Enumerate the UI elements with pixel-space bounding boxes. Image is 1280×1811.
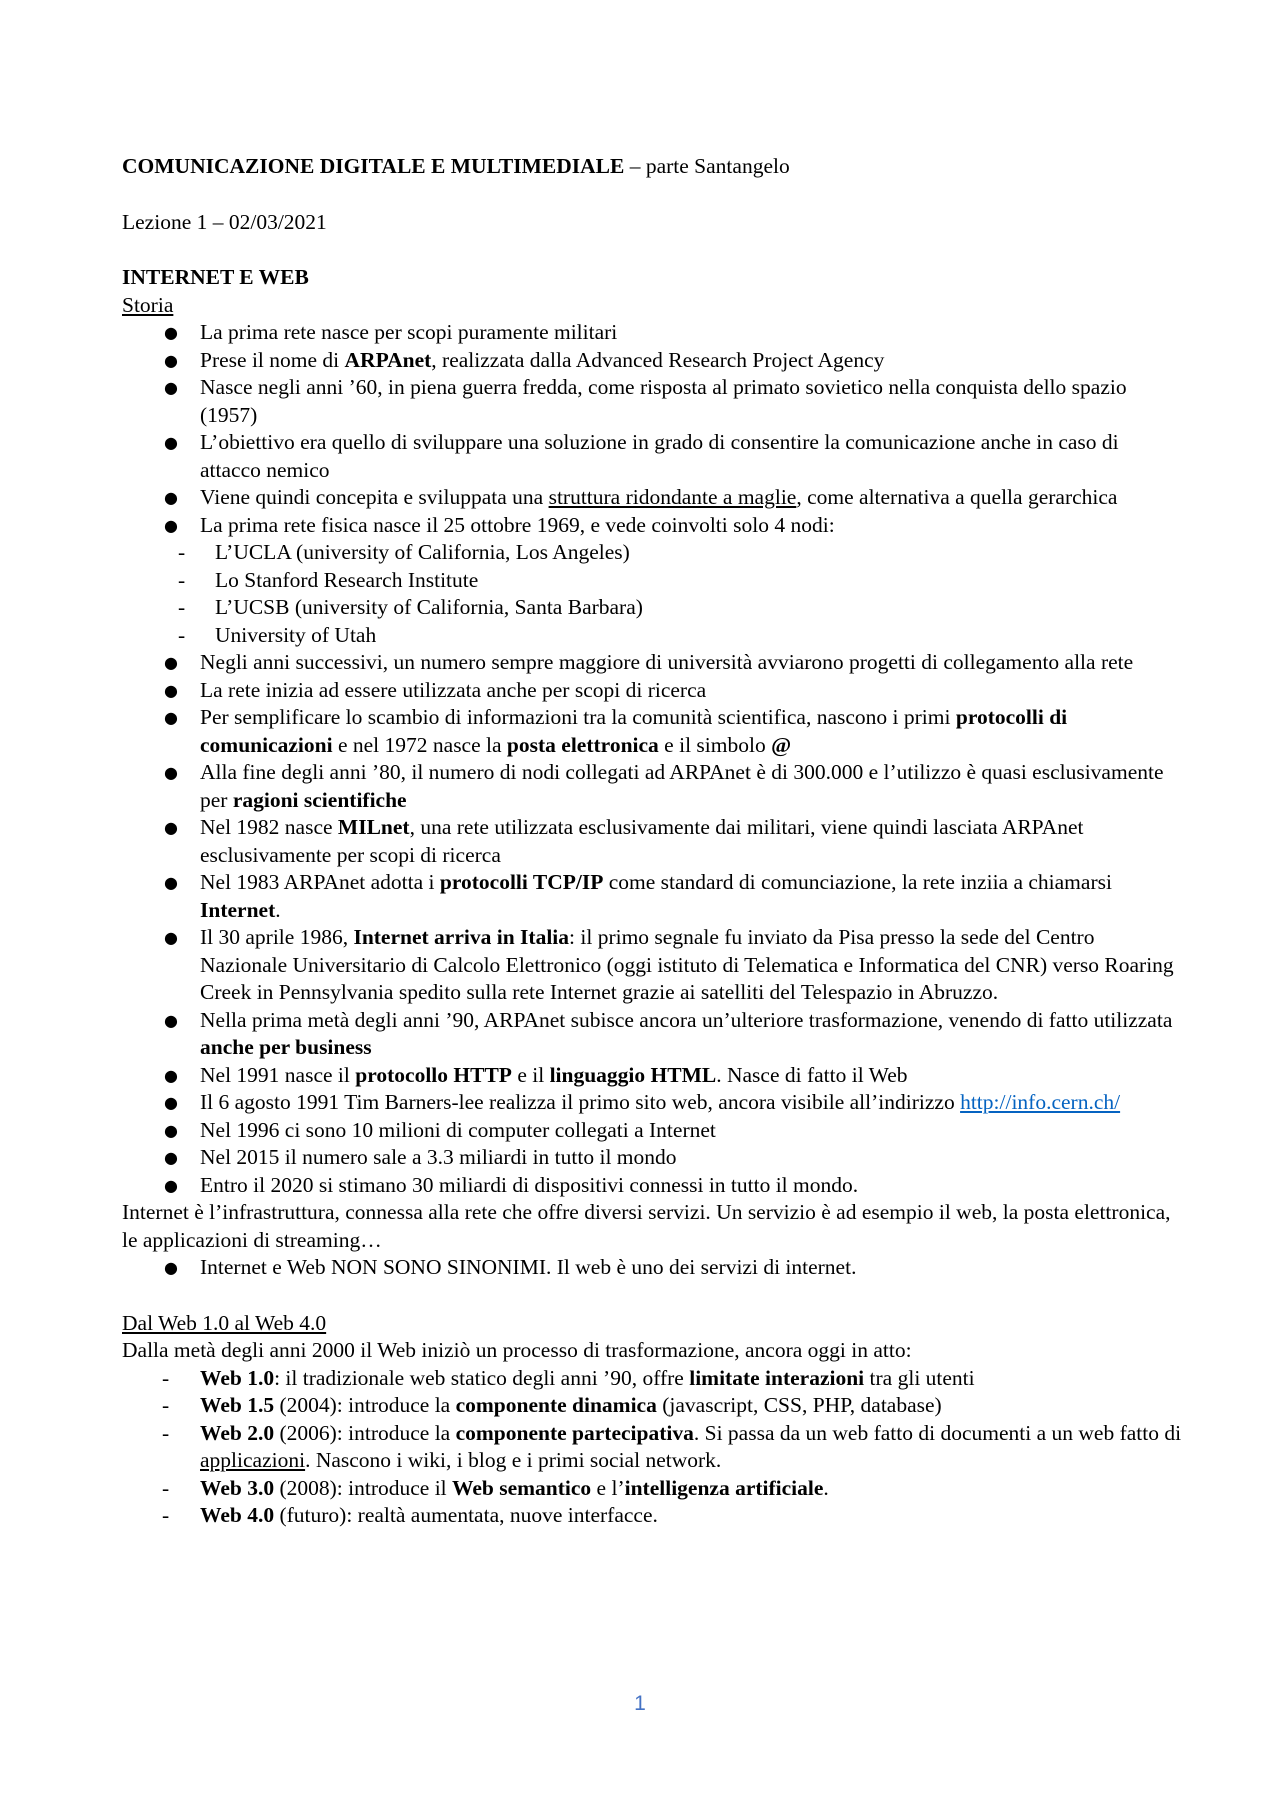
bullet-icon: ●	[164, 1258, 178, 1277]
bullet-icon: ●	[164, 1175, 178, 1195]
list-item	[122, 429, 1182, 484]
item-text: Alla fine degli anni ’80, il numero di nodi collegati ad ARPAnet è di 300.000 e l’utilizzo è quasi esclusivamente per	[200, 760, 1164, 812]
item-bold: Web 2.0	[200, 1420, 275, 1445]
dash-icon: -	[162, 1365, 170, 1390]
dash-icon: -	[178, 567, 186, 592]
item-text: Nel 1982 nasce	[200, 815, 338, 839]
item-underline: struttura ridondante a maglie	[548, 485, 797, 509]
item-text: , realizzata dalla Advanced Research Project Agency	[431, 347, 885, 372]
item-text: Internet e Web NON SONO SINONIMI. Il web è uno dei servizi di internet.	[200, 1255, 857, 1279]
list-item	[122, 1062, 1182, 1090]
subsection-web: Dal Web 1.0 al Web 4.0	[122, 1310, 327, 1335]
item-text: Viene quindi concepita e sviluppata una	[200, 485, 549, 509]
item-text: (futuro): realtà aumentata, nuove interfacce.	[274, 1503, 658, 1527]
item-bold: anche per business	[200, 1035, 372, 1059]
item-text: e il	[511, 1062, 550, 1087]
item-text: Nel 1991 nasce il	[200, 1062, 356, 1087]
item-text: L’obiettivo era quello di sviluppare una soluzione in grado di consentire la comunicazione anche in caso di attacco nemico	[200, 430, 1119, 482]
item-text: Il 30 aprile 1986,	[200, 925, 354, 949]
web-item	[122, 1420, 1182, 1475]
bullet-icon: ●	[164, 708, 178, 727]
item-text: : il tradizionale web statico degli anni ’90, offre	[274, 1365, 690, 1390]
title-rest: – parte Santangelo	[624, 154, 790, 178]
item-bold: Web 4.0	[200, 1503, 275, 1527]
bullet-icon: ●	[164, 488, 178, 507]
bullet-icon: ●	[164, 763, 178, 782]
document-page	[122, 153, 1182, 1530]
section-heading: INTERNET E WEB	[122, 265, 309, 289]
web-versions-list	[122, 1365, 1182, 1530]
node-item	[122, 567, 1182, 595]
item-bold: ARPAnet	[344, 347, 432, 372]
list-item	[122, 1117, 1182, 1145]
subsection-storia: Storia	[122, 292, 174, 317]
bullet-icon: ●	[164, 1093, 178, 1112]
item-text: Nel 1996 ci sono 10 milioni di computer collegati a Internet	[200, 1117, 716, 1142]
list-item	[122, 704, 1182, 759]
item-text: .	[275, 897, 281, 922]
item-text: , come alternativa a quella gerarchica	[796, 485, 1118, 509]
node-item	[122, 594, 1182, 622]
node-item	[122, 539, 1182, 567]
web-item	[122, 1392, 1182, 1420]
nodes-list	[122, 539, 1182, 649]
bullet-icon: ●	[164, 378, 178, 397]
list-item	[122, 319, 1182, 347]
bullet-icon: ●	[164, 350, 178, 370]
item-bold: Web semantico	[452, 1475, 592, 1500]
item-bold: Internet arriva in Italia	[353, 925, 570, 949]
item-bold: @	[771, 732, 792, 757]
item-text: Nel 2015 il numero sale a 3.3 miliardi in tutto il mondo	[200, 1145, 677, 1169]
storia-list	[122, 319, 1182, 539]
list-item	[122, 649, 1182, 677]
bullet-icon: ●	[164, 433, 178, 452]
item-text: Il 6 agosto 1991 Tim Barners-lee realizza il primo sito web, ancora visibile all’indirizzo	[200, 1090, 961, 1114]
item-text: Nasce negli anni ’60, in piena guerra fredda, come risposta al primato sovietico nella conquista dello spazio (1957)	[200, 375, 1127, 427]
item-text: L’UCLA (university of California, Los Angeles)	[215, 540, 630, 564]
bullet-icon: ●	[164, 1010, 178, 1030]
item-text: (2004): introduce la	[274, 1393, 456, 1417]
web-item	[122, 1475, 1182, 1503]
bullet-icon: ●	[164, 323, 178, 342]
dash-icon: -	[178, 540, 186, 564]
item-bold: limitate interazioni	[689, 1365, 865, 1390]
list-item	[122, 1172, 1182, 1200]
item-bold: Web 1.5	[200, 1393, 275, 1417]
bullet-icon: ●	[164, 1148, 178, 1167]
list-item	[122, 869, 1182, 924]
list-item	[122, 1089, 1182, 1117]
list-item	[122, 759, 1182, 814]
dash-icon: -	[162, 1420, 170, 1445]
item-bold: intelligenza artificiale	[624, 1475, 824, 1500]
bullet-icon: ●	[164, 1065, 178, 1085]
list-item	[122, 924, 1182, 1007]
item-text: . Si passa da un web fatto di documenti a un web fatto di	[693, 1420, 1182, 1445]
item-bold: protocollo HTTP	[355, 1062, 512, 1087]
item-text: La prima rete fisica nasce il 25 ottobre 1969, e vede coinvolti solo 4 nodi:	[200, 512, 835, 537]
item-text: University of Utah	[215, 622, 377, 647]
item-bold: ragioni scientifiche	[232, 787, 407, 812]
item-bold: MILnet	[337, 815, 410, 839]
item-text: : il primo segnale fu inviato da Pisa presso la sede del Centro Nazionale Universitario di Calcolo Elettronico (oggi istituto di Telematica e Informatica del CNR) verso Roaring Creek in Pennsylvania spedito sulla rete Internet grazie ai satelliti del Telespazio in Abruzzo.	[200, 925, 1174, 1004]
list-item	[122, 512, 1182, 540]
bullet-icon: ●	[164, 680, 178, 700]
item-text: Per semplificare lo scambio di informazioni tra la comunità scientifica, nascono i primi	[200, 705, 956, 729]
dash-icon: -	[178, 595, 186, 619]
list-item	[122, 484, 1182, 512]
web-item	[122, 1502, 1182, 1530]
item-text: L’UCSB (university of California, Santa Barbara)	[215, 595, 643, 619]
item-text: , una rete utilizzata esclusivamente dai militari, viene quindi lasciata ARPAnet esclusivamente per scopi di ricerca	[200, 815, 1084, 867]
item-bold: posta elettronica	[506, 732, 659, 757]
item-bold: protocolli TCP/IP	[439, 870, 604, 894]
bullet-icon: ●	[164, 1120, 178, 1140]
item-text: (2008): introduce il	[274, 1475, 453, 1500]
item-text: (javascript, CSS, PHP, database)	[656, 1393, 942, 1417]
item-text: .	[823, 1475, 829, 1500]
page-number: 1	[634, 1692, 646, 1715]
item-text: e nel 1972 nasce la	[332, 732, 507, 757]
item-bold: protocolli di comunicazioni	[200, 705, 1068, 757]
list-item	[122, 374, 1182, 429]
item-text: e l’	[591, 1475, 625, 1500]
sinonimi-list	[122, 1254, 1182, 1282]
list-item	[122, 1144, 1182, 1172]
item-bold: componente dinamica	[455, 1393, 657, 1417]
item-text: La rete inizia ad essere utilizzata anche per scopi di ricerca	[200, 677, 707, 702]
paragraph-web: Dalla metà degli anni 2000 il Web iniziò un processo di trasformazione, ancora oggi in atto:	[122, 1338, 912, 1362]
item-text: Negli anni successivi, un numero sempre maggiore di università avviarono progetti di collegamento alla rete	[200, 650, 1134, 674]
list-item	[122, 1007, 1182, 1062]
dash-icon: -	[178, 622, 186, 647]
item-text: Lo Stanford Research Institute	[215, 567, 479, 592]
lesson-line: Lezione 1 – 02/03/2021	[122, 209, 327, 234]
cern-link[interactable]: http://info.cern.ch/	[960, 1090, 1121, 1114]
document-title	[122, 153, 1182, 181]
item-text: Nel 1983 ARPAnet adotta i	[200, 870, 440, 894]
web-item	[122, 1365, 1182, 1393]
item-text: Nella prima metà degli anni ’90, ARPAnet subisce ancora un’ulteriore trasformazione, venendo di fatto utilizzata	[200, 1007, 1173, 1032]
item-text: . Nascono i wiki, i blog e i primi social network.	[305, 1448, 722, 1472]
dash-icon: -	[162, 1393, 170, 1417]
title-bold: COMUNICAZIONE DIGITALE E MULTIMEDIALE	[122, 154, 625, 178]
dash-icon: -	[162, 1475, 170, 1500]
list-item	[122, 1254, 1182, 1282]
item-text: La prima rete nasce per scopi puramente militari	[200, 320, 618, 344]
item-text: . Nasce di fatto il Web	[716, 1062, 908, 1087]
list-item	[122, 347, 1182, 375]
item-text: tra gli utenti	[864, 1365, 975, 1390]
item-bold: componente partecipativa	[455, 1420, 694, 1445]
list-item	[122, 814, 1182, 869]
item-bold: Internet	[200, 897, 276, 922]
item-text: come standard di comunciazione, la rete inziia a chiamarsi	[603, 870, 1112, 894]
list-item	[122, 677, 1182, 705]
bullet-icon: ●	[164, 515, 178, 535]
dash-icon: -	[162, 1503, 170, 1527]
item-text: Prese il nome di	[200, 347, 345, 372]
paragraph-internet: Internet è l’infrastruttura, connessa alla rete che offre diversi servizi. Un servizio è ad esempio il web, la posta elettronica, le applicazioni di streaming…	[122, 1200, 1171, 1252]
item-text: Entro il 2020 si stimano 30 miliardi di dispositivi connessi in tutto il mondo.	[200, 1172, 859, 1197]
bullet-icon: ●	[164, 928, 178, 947]
bullet-icon: ●	[164, 653, 178, 672]
item-bold: linguaggio HTML	[549, 1062, 717, 1087]
item-bold: Web 1.0	[200, 1365, 275, 1390]
item-bold: Web 3.0	[200, 1475, 275, 1500]
bullet-icon: ●	[164, 818, 178, 837]
storia-list-continued	[122, 649, 1182, 1199]
item-underline: applicazioni	[200, 1448, 306, 1472]
node-item	[122, 622, 1182, 650]
bullet-icon: ●	[164, 873, 178, 892]
item-text: (2006): introduce la	[274, 1420, 456, 1445]
item-text: e il simbolo	[658, 732, 772, 757]
